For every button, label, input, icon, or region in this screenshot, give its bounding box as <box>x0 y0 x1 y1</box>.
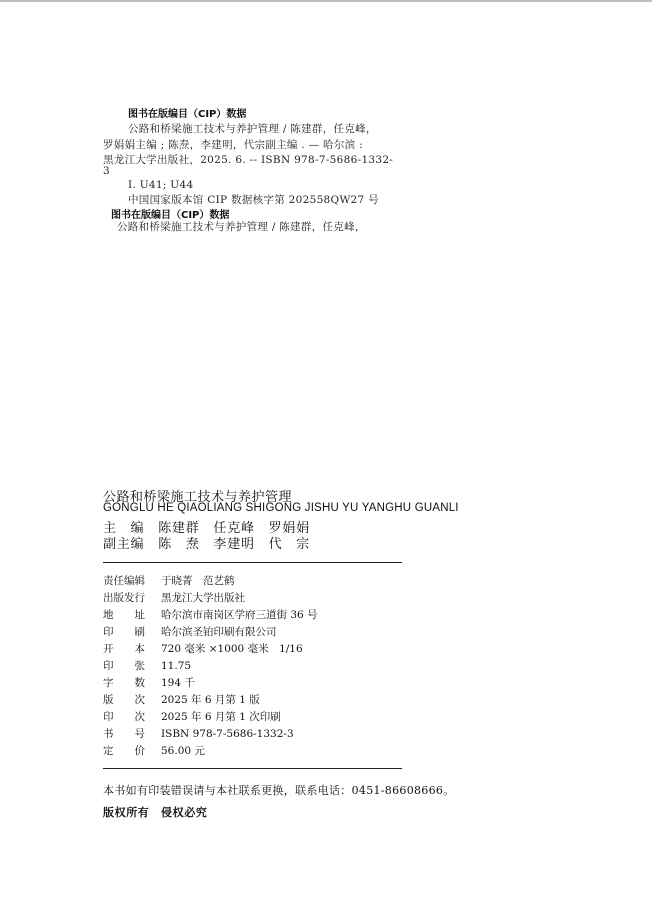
detail-value: 2025 年 6 月第 1 次印刷 <box>161 711 281 723</box>
detail-label: 版 次 <box>103 694 145 706</box>
cip-classification: Ⅰ. U41; U44 <box>128 179 194 191</box>
detail-value: 哈尔滨市南岗区学府三道街 36 号 <box>161 609 318 621</box>
detail-label: 定 价 <box>103 745 145 757</box>
detail-label: 书 号 <box>103 728 145 740</box>
detail-label: 开 本 <box>103 643 145 655</box>
detail-label: 印 刷 <box>103 626 145 638</box>
detail-value: 720 毫米 ×1000 毫米 1/16 <box>161 643 303 655</box>
cip-duplicate-title: 图书在版编目（CIP）数据 <box>111 210 230 221</box>
detail-row-edition <box>103 692 260 707</box>
divider-bottom <box>103 768 402 769</box>
detail-value: 2025 年 6 月第 1 版 <box>161 694 260 706</box>
cip-duplicate-line: 公路和桥梁施工技术与养护管理 / 陈建群，任克峰， <box>117 221 366 233</box>
detail-row-printing <box>103 709 281 724</box>
detail-row-word-count <box>103 675 195 690</box>
cip-line-4: 3 <box>103 165 110 177</box>
detail-value: ISBN 978-7-5686-1332-3 <box>161 728 294 740</box>
cip-line-2: 罗娟娟主编 ; 陈焘，李建明，代宗副主编 . — 哈尔滨 : <box>103 139 363 151</box>
cip-record-number: 中国国家版本馆 CIP 数据核字第 202558QW27 号 <box>128 194 379 206</box>
detail-label: 字 数 <box>103 677 145 689</box>
detail-value: 11.75 <box>161 660 192 672</box>
detail-row-price <box>103 743 205 758</box>
cip-line-1: 公路和桥梁施工技术与养护管理 / 陈建群，任克峰， <box>128 123 377 135</box>
detail-row-publisher <box>103 590 245 605</box>
detail-row-sheets <box>103 658 191 673</box>
detail-label: 印 次 <box>103 711 145 723</box>
detail-label: 地 址 <box>103 609 145 621</box>
detail-row-responsible-editor <box>103 573 235 588</box>
divider-top <box>103 562 402 563</box>
chief-editors: 主 编 陈建群 任克峰 罗娟娟 <box>103 521 311 536</box>
associate-editors: 副主编 陈 焘 李建明 代 宗 <box>103 537 311 552</box>
cip-line-3: 黑龙江大学出版社，2025. 6. -- ISBN 978-7-5686-1332- <box>103 154 394 166</box>
cip-title: 图书在版编目（CIP）数据 <box>128 109 247 120</box>
detail-label: 责任编辑 <box>103 575 145 587</box>
detail-value: 于晓菁 范艺鹤 <box>161 575 235 587</box>
cip-duplicate-fragment <box>111 206 411 233</box>
detail-value: 哈尔滨圣铂印刷有限公司 <box>161 626 277 638</box>
copyright-notice: 版权所有 侵权必究 <box>103 806 208 819</box>
detail-label: 印 张 <box>103 660 145 672</box>
page-top-border <box>0 0 652 2</box>
detail-value: 黑龙江大学出版社 <box>161 592 245 604</box>
detail-row-address <box>103 607 318 622</box>
detail-value: 56.00 元 <box>161 745 205 757</box>
detail-label: 出版发行 <box>103 592 145 604</box>
misprint-notice: 本书如有印装错误请与本社联系更换，联系电话：0451-86608666。 <box>103 784 455 797</box>
detail-row-isbn <box>103 726 294 741</box>
detail-row-format <box>103 641 303 656</box>
book-title-pinyin: GONGLU HE QIAOLIANG SHIGONG JISHU YU YANGHU GUANLI <box>103 502 459 514</box>
detail-value: 194 千 <box>161 677 195 689</box>
detail-row-printer <box>103 624 277 639</box>
book-title: 公路和桥梁施工技术与养护管理 <box>103 490 293 505</box>
